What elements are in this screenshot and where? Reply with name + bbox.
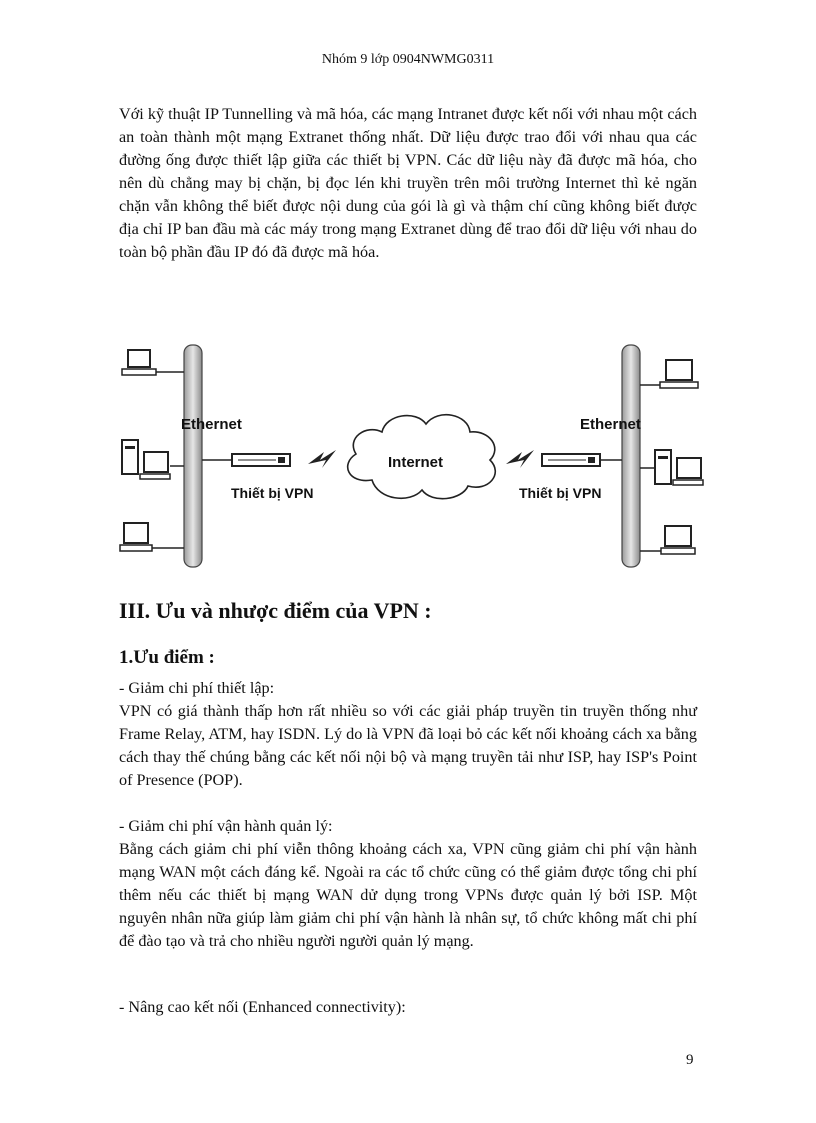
section-title: III. Ưu và nhược điểm của VPN : [119, 598, 432, 623]
right-desktop-icon [640, 450, 703, 485]
left-laptop-icon [122, 350, 184, 375]
advantage-1-body: VPN có giá thành thấp hơn rất nhiều so với các giải pháp truyền tin truyền thống như Frame Relay, ATM, hay ISDN. Lý do là VPN đã loại bỏ các kết nối khoảng cách xa bằng cách thay thế chúng bằng các kết nối nội bộ và mạng truyền tải như ISP, hay ISP's Point of Presence (POP). [119, 702, 697, 789]
right-ethernet-backbone [622, 345, 640, 567]
left-ethernet-label: Ethernet [181, 416, 242, 433]
right-monitor-icon [640, 526, 695, 554]
internet-label: Internet [388, 454, 444, 471]
intro-paragraph: Với kỹ thuật IP Tunnelling và mã hóa, các mạng Intranet được kết nối với nhau một cách an toàn thành một mạng Extranet thống nhất. Dữ liệu được trao đổi với nhau qua các đường ống được thiết lập giữa các thiết bị VPN. Các dữ liệu này đã được mã hóa, cho nên dù chẳng may bị chặn, bị đọc lén khi truyền trên môi trường Internet thì kẻ ngăn chặn vẫn không thể biết được nội dung của gói là gì và thậm chí cũng không biết được địa chỉ IP ban đầu mà các máy trong mạng Extranet dùng để trao đổi dữ liệu với nhau do toàn bộ phần đầu IP đó đã được mã hóa. [119, 105, 697, 261]
advantage-2-title: - Giảm chi phí vận hành quản lý: [119, 817, 333, 835]
left-desktop-icon [122, 440, 184, 479]
left-wan-link-icon [308, 450, 336, 468]
left-monitor-icon [120, 523, 184, 551]
advantage-3-title: - Nâng cao kết nối (Enhanced connectivity): [119, 998, 406, 1016]
right-wan-link-icon [506, 450, 534, 468]
left-vpn-device-icon [202, 454, 290, 466]
left-ethernet-backbone [184, 345, 202, 567]
right-laptop-icon [640, 360, 698, 388]
advantage-2-body: Bằng cách giảm chi phí viễn thông khoảng cách xa, VPN cũng giảm chi phí vận hành mạng WAN một cách đáng kể. Ngoài ra các tổ chức cũng có thể giảm được tổng chi phí thêm nếu các thiết bị mạng WAN dử dụng trong VPNs được quản lý bởi ISP. Một nguyên nhân nữa giúp làm giảm chi phí vận hành là nhân sự, tổ chức không mất chi phí để đào tạo và trả cho nhiều người người quản lý mạng. [119, 840, 697, 950]
subsection-title: 1.Ưu điểm : [119, 647, 215, 668]
left-vpn-device-label: Thiết bị VPN [231, 485, 314, 501]
page-header: Nhóm 9 lớp 0904NWMG0311 [321, 52, 495, 67]
advantage-1-title: - Giảm chi phí thiết lập: [119, 679, 275, 697]
vpn-network-diagram [110, 340, 710, 570]
right-ethernet-label: Ethernet [580, 416, 641, 433]
right-vpn-device-icon [542, 454, 622, 466]
page-number: 9 [686, 1052, 694, 1068]
right-vpn-device-label: Thiết bị VPN [519, 485, 602, 501]
